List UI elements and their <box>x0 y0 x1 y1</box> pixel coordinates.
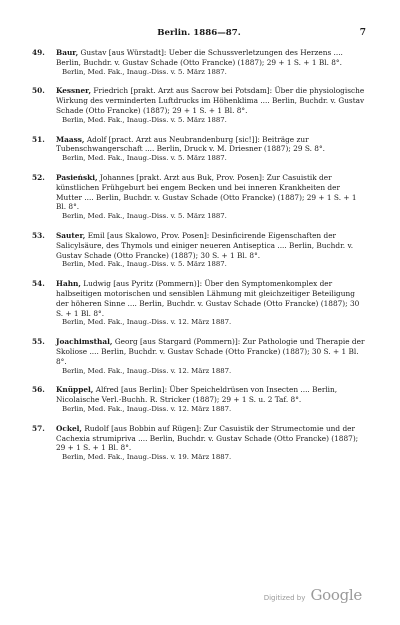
entry-text: Adolf [pract. Arzt aus Neubrandenburg [sic!]]: Beiträge zur Tubenschwangerschaft .... Berlin, Druck v. M. Driesner (1887); 29 S. 8°. <box>56 134 325 154</box>
entry-text: Ludwig [aus Pyritz (Pommern)]: Über den Symptomenkomplex der halbseitigen motorischen und sensiblen Lähmung mit gleichzeitiger Beteiligung der höheren Sinne .... Berlin, Buchdr. v. Gustav Schade (Otto Francke) (1887); 30 S. + 1 Bl. 8°. <box>56 279 360 318</box>
header-title: Berlin. 1886—87. <box>157 28 241 38</box>
entry-author: Ockel, <box>56 423 82 433</box>
entry-number: 52. <box>32 172 45 182</box>
entry-number: 53. <box>32 230 45 240</box>
list-item <box>32 385 366 414</box>
entry-author: Knüppel, <box>56 385 94 395</box>
entry-publication: Berlin, Med. Fak., Inaug.-Diss. v. 5. März 1887. <box>62 154 227 163</box>
entry-publication: Berlin, Med. Fak., Inaug.-Diss. v. 5. März 1887. <box>62 67 227 76</box>
entry-author: Hahn, <box>56 279 81 289</box>
digitized-by-text: Digitized by <box>263 594 306 602</box>
running-header <box>32 28 366 42</box>
entry-publication: Berlin, Med. Fak., Inaug.-Diss. v. 5. März 1887. <box>62 212 227 221</box>
entry-author: Kessner, <box>56 86 92 96</box>
list-item <box>32 173 366 222</box>
entry-number: 54. <box>32 279 45 289</box>
entry-author: Pasieński, <box>56 172 98 182</box>
google-logo: Google <box>310 586 362 604</box>
entry-publication: Berlin, Med. Fak., Inaug.-Diss. v. 12. März 1887. <box>62 318 232 327</box>
entry-publication: Berlin, Med. Fak., Inaug.-Diss. v. 12. März 1887. <box>62 404 232 413</box>
list-item <box>32 279 366 328</box>
entry-publication: Berlin, Med. Fak., Inaug.-Diss. v. 5. März 1887. <box>62 260 227 269</box>
list-item <box>32 231 366 270</box>
entry-author: Joachimsthal, <box>56 337 113 347</box>
list-item <box>32 135 366 164</box>
entry-text: Alfred [aus Berlin]: Über Speicheldrüsen von Insecten .... Berlin, Nicolaische Verl.-Buchh. R. Stricker (1887); 29 + 1 S. u. 2 Taf. 8°. <box>56 385 338 405</box>
entry-author: Maass, <box>56 134 85 144</box>
entry-number: 57. <box>32 423 45 433</box>
entry-publication: Berlin, Med. Fak., Inaug.-Diss. v. 12. März 1887. <box>62 366 232 375</box>
entry-author: Sauter, <box>56 230 86 240</box>
entry-publication: Berlin, Med. Fak., Inaug.-Diss. v. 19. März 1887. <box>62 453 232 462</box>
entry-text: Johannes [prakt. Arzt aus Buk, Prov. Posen]: Zur Casuistik der künstlichen Frühgeburt bei engem Becken und bei inneren Krankheiten der Mutter .... Berlin, Buchdr. v. Gustav Schade (Otto Francke) (1887); 29 + 1 S. + 1 Bl. 8°. <box>56 172 357 212</box>
entry-number: 49. <box>32 48 45 57</box>
list-item <box>32 86 366 125</box>
entry-number: 51. <box>32 134 45 144</box>
page-number: 7 <box>359 28 366 38</box>
entry-number: 55. <box>32 337 45 347</box>
entry-list <box>32 48 366 463</box>
entry-text: Rudolf [aus Bobbin auf Rügen]: Zur Casuistik der Strumectomie und der Cachexia strumipriva .... Berlin, Buchdr. v. Gustav Schade (Otto Francke) (1887); 29 + 1 S. + 1 Bl. 8°. <box>56 423 359 453</box>
entry-text: Friedrich [prakt. Arzt aus Sacrow bei Potsdam]: Über die physiologische Wirkung des verminderten Luftdrucks im Höhenklima .... Berlin, Buchdr. v. Gustav Schade (Otto Francke) (1887); 29 + 1 S. + 1 Bl. 8°. <box>56 86 365 115</box>
list-item <box>32 48 366 77</box>
entry-number: 56. <box>32 385 45 395</box>
entry-text: Georg [aus Stargard (Pommern)]: Zur Pathologie und Therapie der Skoliose .... Berlin, Buchdr. v. Gustav Schade (Otto Francke) (1887); 30 S. + 1 Bl. 8°. <box>56 337 365 366</box>
entry-number: 50. <box>32 86 45 96</box>
digitization-watermark <box>264 585 362 604</box>
entry-text: Gustav [aus Würstadt]: Ueber die Schussverletzungen des Herzens .... Berlin, Buchdr. v. Gustav Schade (Otto Francke) (1887); 29 + 1 S. + 1 Bl. 8°. <box>56 48 343 67</box>
entry-author: Baur, <box>56 48 79 57</box>
entry-text: Emil [aus Skalowo, Prov. Posen]: Desinficirende Eigenschaften der Salicylsäure, des Thymols und einiger neueren Antiseptica .... Berlin, Buchdr. v. Gustav Schade (Otto Francke) (1887); 30 S. + 1 Bl. 8°. <box>56 230 354 260</box>
list-item <box>32 337 366 376</box>
list-item <box>32 424 366 463</box>
entry-publication: Berlin, Med. Fak., Inaug.-Diss. v. 5. März 1887. <box>62 115 227 124</box>
